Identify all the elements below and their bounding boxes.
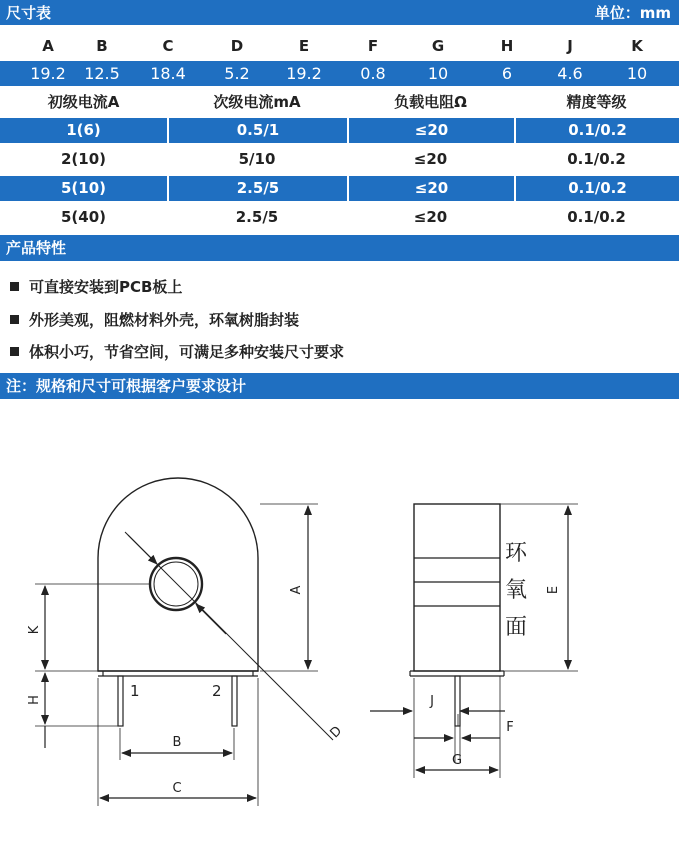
cell: ≤20 bbox=[413, 150, 448, 168]
unit-label: 单位：mm bbox=[594, 4, 671, 22]
feature-text: 体积小巧，节省空间，可满足多种安装尺寸要求 bbox=[29, 343, 345, 361]
cell: 0.5/1 bbox=[167, 118, 347, 143]
epoxy-char: 面 bbox=[505, 615, 528, 640]
dim-label-f: F bbox=[506, 720, 514, 735]
feature-text: 可直接安装到PCB板上 bbox=[29, 278, 183, 296]
dimension-values-row bbox=[0, 61, 679, 86]
dim-value: 6 bbox=[501, 64, 513, 83]
size-table-title-bar bbox=[0, 0, 679, 25]
dim-letter: F bbox=[367, 37, 379, 55]
side-view-outline bbox=[414, 504, 500, 671]
dim-letter: H bbox=[500, 37, 514, 55]
cell: 2(10) bbox=[60, 150, 107, 168]
bullet-square-icon bbox=[10, 347, 19, 356]
cell: ≤20 bbox=[347, 118, 514, 143]
front-view-outline bbox=[98, 478, 258, 671]
dim-value: 12.5 bbox=[84, 64, 120, 83]
dim-value: 0.8 bbox=[360, 64, 386, 83]
dim-letter: K bbox=[631, 37, 643, 55]
note-text: 注：规格和尺寸可根据客户要求设计 bbox=[6, 377, 247, 395]
feature-item bbox=[10, 341, 344, 362]
dim-letter: J bbox=[567, 37, 573, 55]
feature-text: 外形美观，阻燃材料外壳，环氧树脂封装 bbox=[29, 311, 300, 329]
dim-label-b: B bbox=[172, 735, 182, 750]
dim-value: 18.4 bbox=[150, 64, 186, 83]
dim-value: 19.2 bbox=[286, 64, 322, 83]
dimension-letters-row bbox=[0, 34, 679, 59]
dim-letter: B bbox=[96, 37, 108, 55]
dim-letter: D bbox=[230, 37, 244, 55]
dim-value: 4.6 bbox=[557, 64, 583, 83]
dim-label-a: A bbox=[289, 585, 304, 595]
dim-value: 10 bbox=[427, 64, 449, 83]
cell: 5/10 bbox=[238, 150, 276, 168]
table-row bbox=[0, 205, 679, 230]
dim-value: 10 bbox=[626, 64, 648, 83]
dim-letter: E bbox=[298, 37, 310, 55]
feature-item bbox=[10, 309, 299, 330]
cell: ≤20 bbox=[413, 208, 448, 226]
epoxy-char: 氧 bbox=[505, 578, 528, 603]
primary-hole bbox=[150, 558, 202, 610]
pin-2 bbox=[232, 676, 237, 726]
dim-letter: A bbox=[42, 37, 54, 55]
pin-2-label: 2 bbox=[212, 682, 222, 700]
header-accuracy-class: 精度等级 bbox=[566, 93, 627, 111]
dimension-drawing bbox=[0, 408, 679, 848]
note-bar bbox=[0, 373, 679, 399]
dim-label-e: E bbox=[546, 585, 561, 595]
dim-label-d: D bbox=[327, 723, 346, 742]
cell: 0.1/0.2 bbox=[567, 150, 626, 168]
size-table-title: 尺寸表 bbox=[6, 4, 52, 22]
cell: 1(6) bbox=[0, 118, 167, 143]
table-row bbox=[0, 147, 679, 172]
cell: 5(10) bbox=[0, 176, 167, 201]
cell: 0.1/0.2 bbox=[514, 118, 679, 143]
side-pin bbox=[455, 676, 460, 726]
header-load-resistance: 负载电阻Ω bbox=[394, 93, 467, 111]
cell: 0.1/0.2 bbox=[567, 208, 626, 226]
dim-letter: C bbox=[162, 37, 174, 55]
header-primary-current: 初级电流A bbox=[47, 93, 120, 111]
cell: ≤20 bbox=[347, 176, 514, 201]
header-secondary-current: 次级电流mA bbox=[213, 93, 301, 111]
dim-label-c: C bbox=[172, 781, 182, 796]
feature-item bbox=[10, 276, 182, 297]
cell: 2.5/5 bbox=[167, 176, 347, 201]
bullet-square-icon bbox=[10, 315, 19, 324]
dim-value: 19.2 bbox=[30, 64, 66, 83]
bullet-square-icon bbox=[10, 282, 19, 291]
cell: 0.1/0.2 bbox=[514, 176, 679, 201]
features-title-bar bbox=[0, 235, 679, 261]
pin-1 bbox=[118, 676, 123, 726]
pin-1-label: 1 bbox=[130, 682, 140, 700]
dim-label-j: J bbox=[430, 694, 434, 709]
dim-label-g: G bbox=[451, 753, 463, 768]
dim-value: 5.2 bbox=[224, 64, 250, 83]
features-title: 产品特性 bbox=[6, 239, 67, 257]
dim-label-k: K bbox=[27, 625, 42, 635]
epoxy-char: 环 bbox=[505, 541, 528, 566]
spec-table-header bbox=[0, 90, 679, 115]
dim-letter: G bbox=[431, 37, 445, 55]
dim-label-h: H bbox=[27, 695, 42, 705]
table-row bbox=[0, 176, 679, 201]
table-row bbox=[0, 118, 679, 143]
cell: 2.5/5 bbox=[235, 208, 279, 226]
cell: 5(40) bbox=[60, 208, 107, 226]
